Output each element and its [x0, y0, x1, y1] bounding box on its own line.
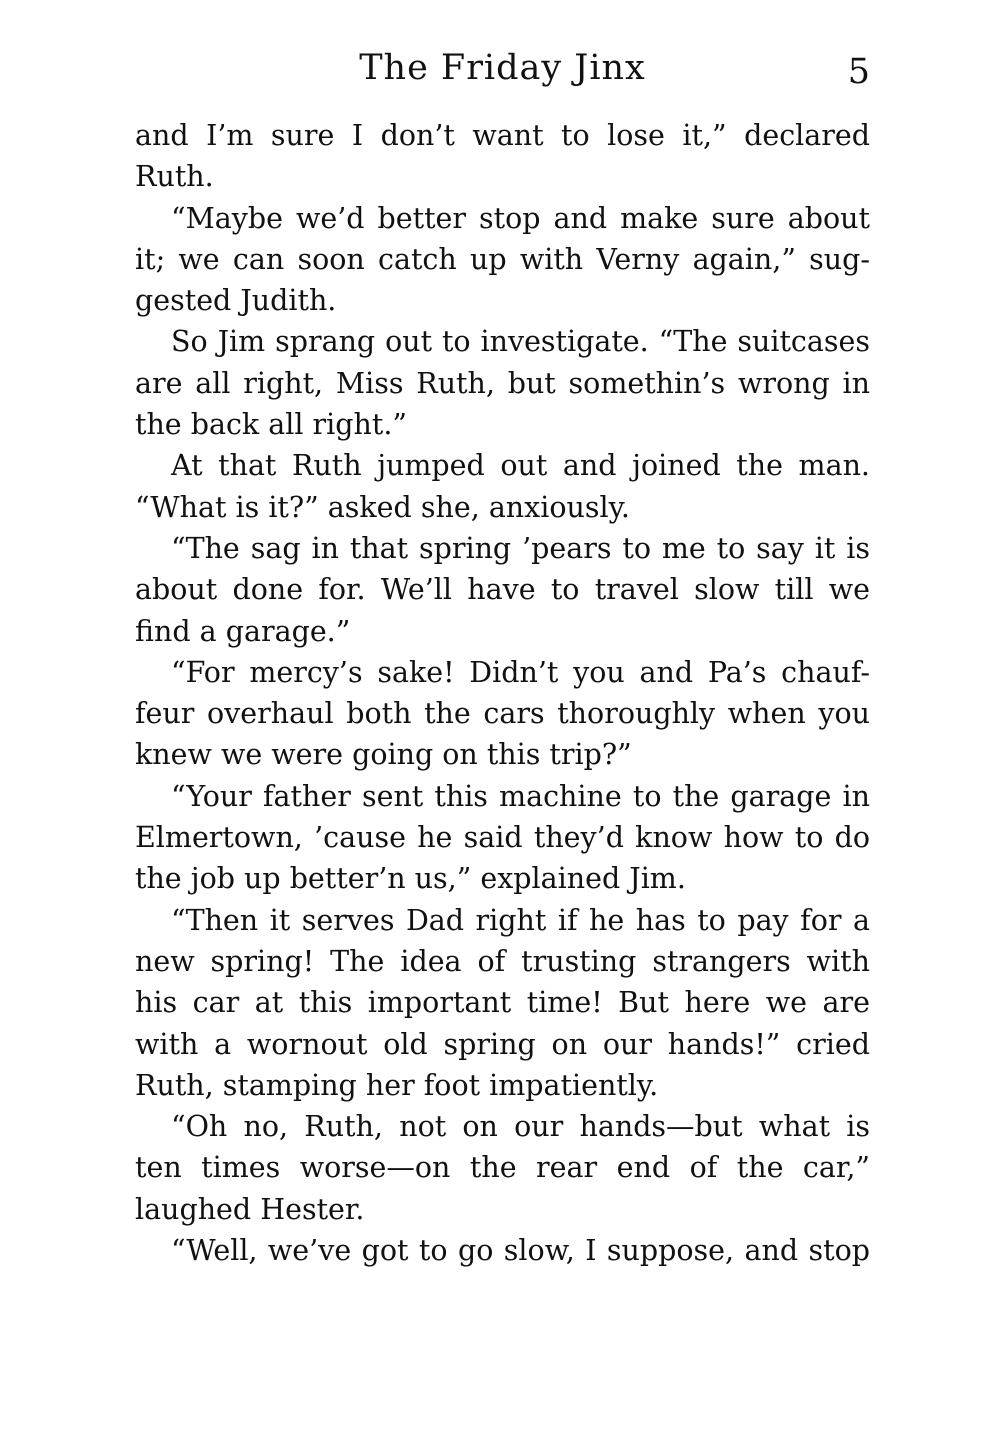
text-line: it; we can soon catch up with Verny again,” sug-	[135, 242, 870, 276]
paragraph	[135, 776, 870, 900]
text-line: “The sag in that spring ’pears to me to say it is	[171, 531, 870, 565]
text-line: At that Ruth jumped out and joined the man.	[171, 449, 870, 483]
text-line: the back all right.”	[135, 408, 407, 442]
text-line: laughed Hester.	[135, 1192, 365, 1226]
text-line: “Your father sent this machine to the garage in	[171, 779, 870, 813]
running-title: The Friday Jinx	[359, 48, 646, 88]
text-line: Elmertown, ’cause he said they’d know how to do	[135, 821, 870, 855]
text-line: and I’m sure I don’t want to lose it,” declared	[135, 119, 870, 152]
text-line: ten times worse—on the rear end of the car,”	[135, 1151, 870, 1185]
paragraph	[135, 652, 870, 776]
paragraph	[135, 115, 870, 198]
text-line: feur overhaul both the cars thoroughly when you	[135, 697, 870, 731]
paragraph	[135, 900, 870, 1106]
page-number: 5	[847, 52, 870, 92]
text-line: Ruth, stamping her foot impatiently.	[135, 1068, 659, 1102]
text-line: gested Judith.	[135, 284, 337, 318]
text-line: “Then it serves Dad right if he has to pay for a	[171, 903, 870, 937]
text-line: knew we were going on this trip?”	[135, 738, 632, 772]
text-line: about done for. We’ll have to travel slow till we	[135, 573, 870, 607]
text-line: with a wornout old spring on our hands!” cried	[135, 1027, 870, 1061]
text-line: “Well, we’ve got to go slow, I suppose, and stop	[171, 1234, 870, 1268]
text-line: “Oh no, Ruth, not on our hands—but what is	[171, 1110, 870, 1144]
text-line: Ruth.	[135, 160, 214, 194]
text-line: new spring! The idea of trusting strangers with	[135, 944, 870, 978]
paragraph	[135, 198, 870, 322]
text-line: “Maybe we’d better stop and make sure about	[171, 201, 870, 235]
text-line: his car at this important time! But here we are	[135, 986, 870, 1020]
paragraph	[135, 1106, 870, 1230]
text-line: So Jim sprang out to investigate. “The suitcases	[171, 325, 870, 359]
paragraph	[135, 445, 870, 528]
running-head	[135, 44, 870, 92]
text-line: find a garage.”	[135, 614, 351, 648]
paragraph	[135, 1230, 870, 1271]
text-line: “For mercy’s sake! Didn’t you and Pa’s chauf-	[171, 655, 870, 689]
body-text	[135, 115, 870, 1271]
text-line: are all right, Miss Ruth, but somethin’s wrong in	[135, 366, 870, 400]
text-line: the job up better’n us,” explained Jim.	[135, 862, 686, 896]
paragraph	[135, 528, 870, 652]
text-line: “What is it?” asked she, anxiously.	[135, 490, 630, 524]
paragraph	[135, 321, 870, 445]
